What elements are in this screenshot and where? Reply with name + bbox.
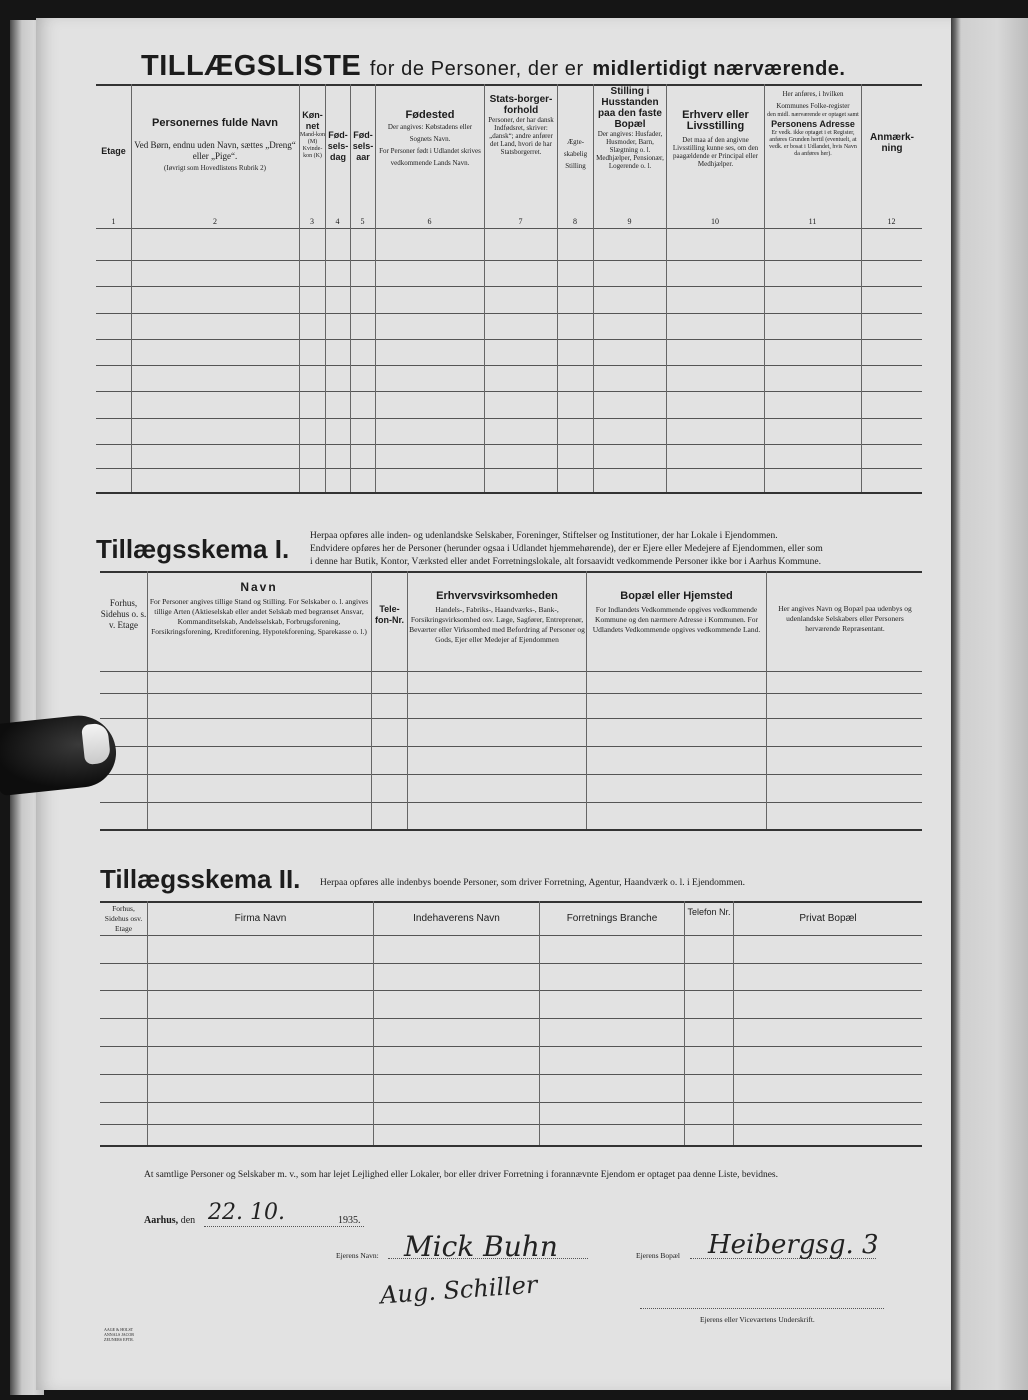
col-citizenship: Stats-borger-forhold Personer, der har dansk Indfødsret, skriver: „dansk“; andre anfører det Land, hvori de har Statsborgerret. — [488, 94, 554, 156]
col-register: Her anføres, i hvilken Kommunes Folke-register den midl. nærværende er optaget samt Personens Adresse Er vedk. ikke optaget i et Register, anføres Grunden hertil (eventuelt, at vedk. er bosat i Udlandet, hvis Navn da anføres her). — [767, 90, 859, 157]
skema1-col-name: Navn For Personer angives tillige Stand og Stilling. For Selskaber o. l. angives tillige Arten (Aktieselskab eller andet Selskab med begrænset Ansvar, Kommanditselskab, Andelsselskab, Forbrugsforening, Forsikringsforening, Kreditforening, Hypotekforening, Sparekasse o. l.) — [149, 580, 369, 636]
second-signature: Aug. Schiller — [379, 1270, 539, 1310]
caretaker-signature-label: Ejerens eller Viceværtens Underskrift. — [700, 1315, 815, 1324]
col-birthday: Fød-sels-dag — [327, 130, 349, 162]
title-sub: for de Personer, der er — [369, 58, 584, 80]
skema2-description: Herpaa opføres alle indenbys boende Personer, som driver Forretning, Agentur, Haandværk o. l. i Ejendommen. — [320, 878, 746, 888]
skema1-col-etage: Forhus, Sidehus o. s. v. Etage — [100, 598, 147, 630]
skema2-col-branch: Forretnings Branche — [566, 913, 658, 924]
skema2-title: Tillægsskema II. — [100, 864, 301, 894]
owner-name-label: Ejerens Navn: — [336, 1251, 379, 1260]
declaration: At samtlige Personer og Selskaber m. v., som har lejet Lejlighed eller Lokaler, bor eller driver Forretning i forannævnte Ejendom er optaget paa denne Liste, bevidnes. — [144, 1170, 778, 1180]
owner-signature: Mick Buhn — [404, 1230, 558, 1263]
page-title — [141, 50, 845, 83]
facing-page — [951, 18, 1028, 1390]
col-birthplace: Fødested Der angives: Købstadens eller Sognets Navn. For Personer født i Udlandet skrives vedkommende Lands Navn. — [379, 109, 481, 167]
col-birthyear: Fød-sels-aar — [352, 130, 374, 162]
col-etage: Etage — [101, 146, 126, 156]
col-sex: Køn-net Mand-kon (M) Kvinde-kon (K) — [300, 110, 325, 159]
skema2-col-phone: Telefon Nr. — [687, 907, 731, 917]
skema1-col-phone: Tele-fon-Nr. — [375, 604, 404, 625]
col-occupation: Erhverv eller Livsstilling Det maa af den angivne Livsstilling kunne ses, om den paagældende er Principal eller Medhjælper. — [672, 109, 759, 168]
skema2-col-private-address: Privat Bopæl — [799, 913, 857, 924]
skema1-col-representative: Her angives Navn og Bopæl paa udenbys og udenlandske Selskabers eller Personers herværende Repræsentant. — [778, 604, 912, 633]
col-marital: Ægte-skabelig Stilling — [563, 138, 588, 170]
skema2-col-owner: Indehaverens Navn — [413, 913, 500, 924]
title-main: TILLÆGSLISTE — [141, 50, 362, 82]
skema2-col-firm: Firma Navn — [234, 913, 287, 924]
skema1-col-business: Erhvervsvirksomheden Handels-, Fabriks-, Haandværks-, Bank-, Forsikringsvirksomhed osv. Læge, Sagfører, Entreprenør, Beværter eller Virksomhed med Befordring af Personer og Gods, Ejer eller Medejer af Ejendommen — [409, 590, 585, 644]
col-household: Stilling i Husstanden paa den faste Bopæl Der angives: Husfader, Husmoder, Barn, Slægtning o. l. Medhjælper, Pensionær, Logerende o. l. — [596, 86, 664, 170]
place-label: Aarhus, den — [144, 1215, 196, 1226]
handwritten-date: 22. 10. — [208, 1200, 285, 1225]
owner-address-label: Ejerens Bopæl — [636, 1251, 680, 1260]
col-name: Personernes fulde Navn Ved Børn, endnu uden Navn, sættes „Dreng“ eller „Pige“. (Iøvrigt som Hovedlistens Rubrik 2) — [134, 117, 296, 172]
skema2-col-etage: Forhus, Sidehus osv. Etage — [104, 904, 143, 933]
title-emph: midlertidigt nærværende. — [592, 58, 846, 80]
col-remarks: Anmærk-ning — [870, 132, 914, 154]
owner-address-hand: Heibergsg. 3 — [708, 1230, 879, 1260]
form-page: TILLÆGSLISTE for de Personer, der er midlertidigt nærværende. Etage Personernes fulde Navn Ved Børn, endnu uden Navn, sættes „Dreng“ eller „Pige“. (Iøvrigt som Hovedlistens Rubrik 2) Køn-net Mand-kon (M) Kvinde-kon (K) Fød-sels-dag Fød-sels-aar Fødested Der angives: Købstadens eller Sognets Navn. For Personer født i Udlandet skrives vedkommende Lands Navn. Stats-borger-forhold Personer, der har dansk Indfødsret, skriver: „dansk“; andre anfører det Land, hvori de har Statsborgerret. Ægte-skabelig Stilling Stilling i Husstanden paa den faste Bopæl Der angives: Husfader, Husmoder, Barn, Slægtning o. l. Medhjælper, Pensionær, Logerende o. l. Erhverv eller Livsstilling Det maa af den angivne Livsstilling kunne ses, om den paagældende er Principal eller Medhjælper. Her anføres, i hvilken Kommunes Folke-register den midl. nærværende er optaget samt Personens Adresse Er vedk. ikke optaget i et Register, anføres Grunden hertil (eventuelt, at vedk. er bosat i Udlandet, hvis Navn da anføres her). Anmærk-ning 1 2 3 4 5 6 7 8 9 10 11 12 Tillægsskema I. Herpaa opføres alle inden- og udenlandske Selskaber, Foreninger, Stiftelser og Institutioner, der har Lokale i Ejendommen. Endvidere opføres her de Personer (herunder ogsaa i Udlandet hjemmehørende), der er Ejere eller Medejere af Ejendommen, eller som i denne har Butik, Kontor, Værksted eller andet Forretningslokale, alt forsaavidt vedkommende Personer ikke bor i Aarhus Kommune. Forhus, Sidehus o. s. v. Etage Navn For Personer angives tillige Stand og Stilling. For Selskaber o. l. angives tillige Arten (Aktieselskab eller andet Selskab med begrænset Ansvar, Kommanditselskab, Andelsselskab, Forbrugsforening, Forsikringsforening, Kreditforening, Hypotekforening, Sparekasse o. l.) Tele-fon-Nr. Erhvervsvirksomheden Handels-, Fabriks-, Haandværks-, Bank-, Forsikringsvirksomhed osv. Læge, Sagfører, Entreprenør, Beværter eller Virksomhed med Befordring af Personer og Gods, Ejer eller Medejer af Ejendommen Bopæl eller Hjemsted For Indlandets Vedkommende opgives vedkommende Kommune og den nærmere Adresse i Kommunen. For Udlandets Vedkommende opgives vedkommende Land. Her angives Navn og Bopæl paa udenbys og udenlandske Selskabers eller Personers herværende Repræsentant. Tillægsskema II. Herpaa opføres alle indenbys boende Personer, som driver Forretning, Agentur, Haandværk o. l. i Ejendommen. Forhus, Sidehus osv. Etage Firma Navn Indehaverens Navn Forretnings Branche Telefon Nr. Privat Bopæl At samtlige Personer og Selskaber m. v., som har lejet Lejlighed eller Lokaler, bor eller driver Forretning i forannævnte Ejendom er optaget paa denne Liste, bevidnes. Aarhus, den 22. 10. 1935. Ejerens Navn: Mick Buhn Ejerens Bopæl Heibergsg. 3 Aug. Schiller Ejerens eller Viceværtens Underskrift. AAGE & HOLST ANNALS JACOB ZEUNERS EFTR. — [36, 18, 951, 1390]
skema1-col-residence: Bopæl eller Hjemsted For Indlandets Vedkommende opgives vedkommende Kommune og den nærmere Adresse i Kommunen. For Udlandets Vedkommende opgives vedkommende Land. — [592, 590, 761, 634]
year: 1935. — [338, 1215, 361, 1226]
skema1-title: Tillægsskema I. — [96, 534, 290, 564]
printer-mark: AAGE & HOLST ANNALS JACOB ZEUNERS EFTR. — [104, 1327, 134, 1342]
skema1-description: Herpaa opføres alle inden- og udenlandske Selskaber, Foreninger, Stiftelser og Institutioner, der har Lokale i Ejendommen. Endvidere opføres her de Personer (herunder ogsaa i Udlandet hjemmehørende), der er Ejere eller Medejere af Ejendommen, eller som i denne har Butik, Kontor, Værksted eller andet Forretningslokale, alt forsaavidt vedkommende Personer ikke bor i Aarhus Kommune. — [310, 531, 823, 567]
